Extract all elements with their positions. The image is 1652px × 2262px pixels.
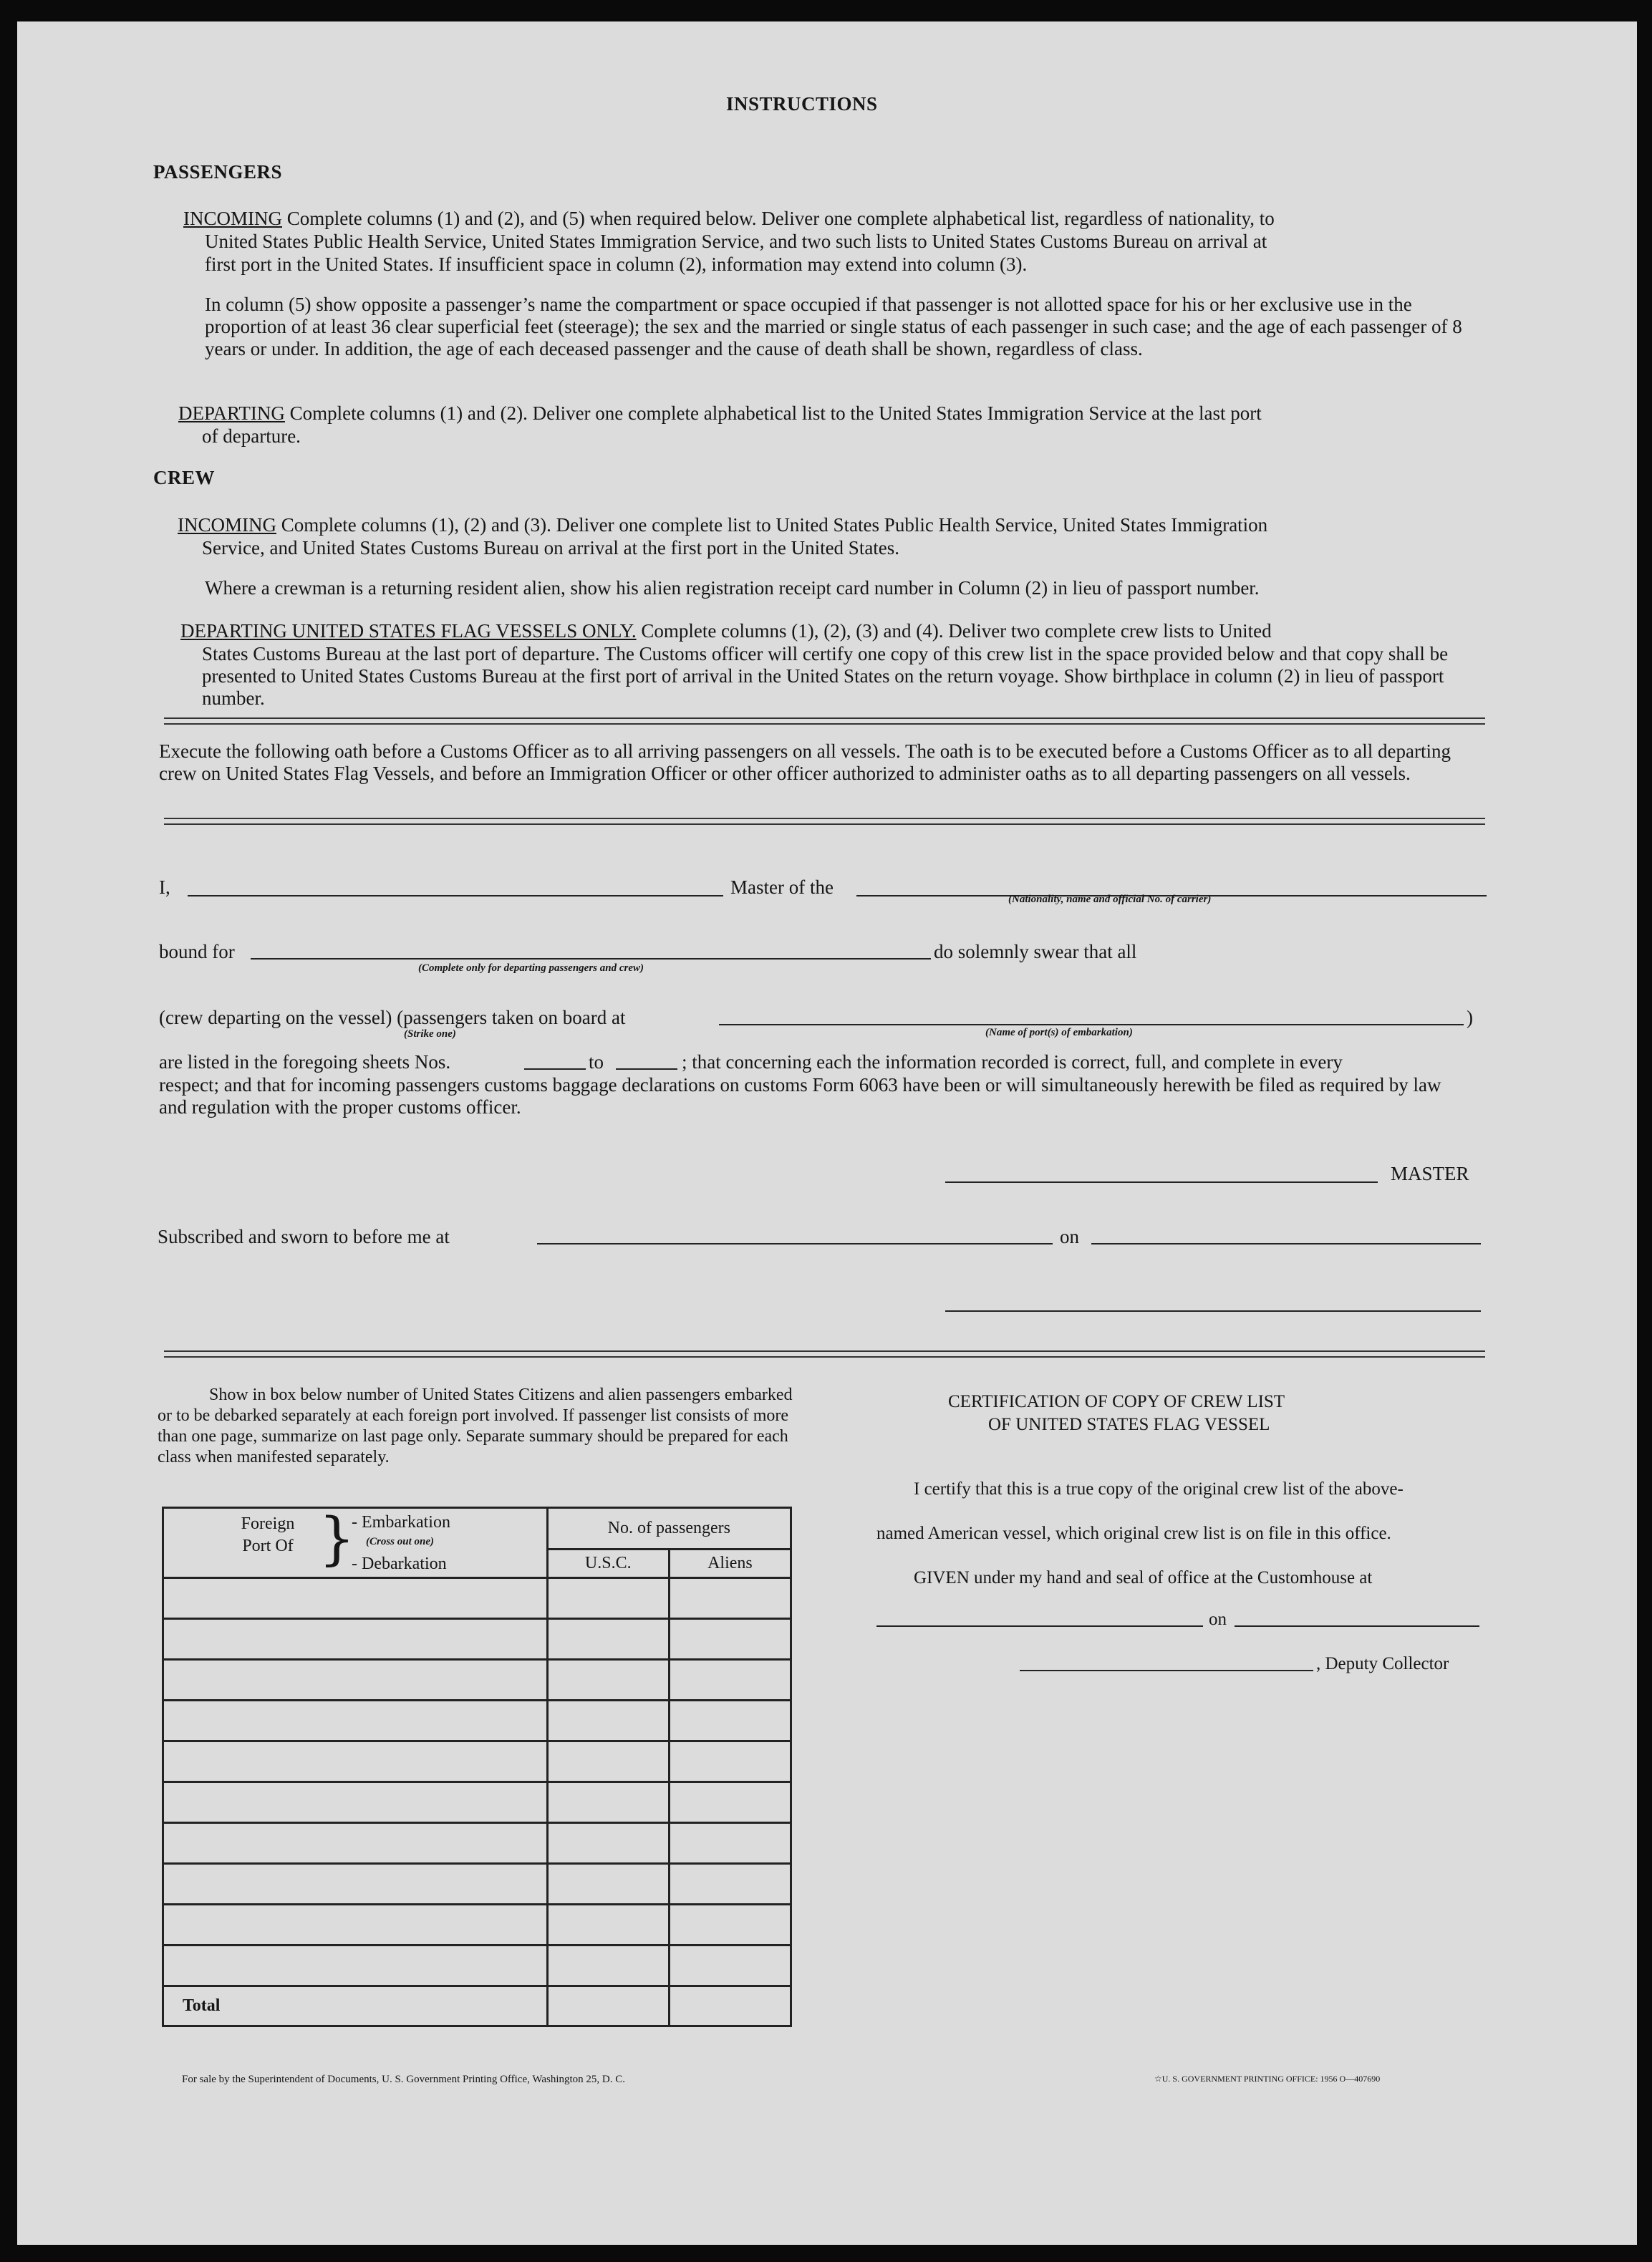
passengers-column5-text: In column (5) show opposite a passenger’s name the compartment or space occupied if that passenger is not allotted space for his or her exclusive use in the proportion of at least 36 clear superficial feet (steerage); the sex and the married or single status of each passenger in such case; and the age of each passenger of 8 years or under. In addition, the age of each deceased passenger and the cause of death shall be shown, regardless of class. [205,294,1462,359]
page-title: INSTRUCTIONS [726,93,878,115]
deputy-collector-signature-field[interactable] [1020,1670,1313,1671]
port-cell[interactable] [163,1741,548,1782]
passengers-incoming-line-3: first port in the United States. If insufficient space in column (2), information may extend into column (3). [205,253,1028,275]
crew-incoming-label: INCOMING [178,514,276,536]
aliens-header: Aliens [669,1550,791,1578]
usc-header: U.S.C. [547,1550,669,1578]
oath-intro: Execute the following oath before a Customs Officer as to all arriving passengers on all vessels. The oath is to be executed before a Customs Officer as to all departing crew on United States Flag Vessels, and before an Immigration Officer or other officer authorized to administer oaths as to all departing passengers on all vessels. [159,740,1451,784]
crew-departing-label: DEPARTING UNITED STATES FLAG VESSELS ONLY. [180,620,637,642]
usc-cell[interactable] [547,1864,669,1905]
port-caption: (Name of port(s) of embarkation) [985,1027,1133,1038]
bound-for-field[interactable] [251,958,931,960]
certification-date-field[interactable] [1235,1625,1479,1627]
master-name-field[interactable] [188,895,723,896]
aliens-cell[interactable] [669,1782,791,1823]
passengers-incoming-label: INCOMING [183,208,282,229]
sworn-place-field[interactable] [537,1243,1053,1244]
crew-resident-text: Where a crewman is a returning resident alien, show his alien registration receipt card number in Column (2) in lieu of passport number. [205,577,1260,599]
passengers-departing-line-2: of departure. [202,425,301,447]
strike-caption: (Strike one) [404,1028,456,1040]
listed-text-3: respect; and that for incoming passengers customs baggage declarations on customs Form 6063 have been or will simultaneously herewith be filed as required by law and regulation with the proper customs officer. [159,1074,1441,1118]
aliens-total-cell[interactable] [669,1986,791,2026]
cross-out-caption: (Cross out one) [366,1536,435,1547]
port-cell[interactable] [163,1619,548,1660]
passengers-incoming-line-1 [183,208,1487,230]
swear-text: do solemnly swear that all [934,941,1137,962]
crew-departing-text-1: Complete columns (1), (2), (3) and (4). Deliver two complete crew lists to United [641,620,1272,642]
aliens-cell[interactable] [669,1619,791,1660]
bound-caption: (Complete only for departing passengers and crew) [418,962,644,974]
total-label: Total [163,1986,548,2026]
port-cell[interactable] [163,1782,548,1823]
usc-cell[interactable] [547,1619,669,1660]
passengers-departing-text-1: Complete columns (1) and (2). Deliver one complete alphabetical list to the United States Immigration Service at the last port [289,402,1262,424]
passengers-departing-line-1 [178,402,1489,425]
aliens-cell[interactable] [669,1823,791,1864]
carrier-caption: (Nationality, name and official No. of carrier) [1008,894,1212,905]
certification-on: on [1209,1610,1227,1629]
usc-cell[interactable] [547,1823,669,1864]
aliens-cell[interactable] [669,1578,791,1619]
port-of-embarkation-field[interactable] [719,1024,1464,1025]
port-cell[interactable] [163,1578,548,1619]
sheet-to-field[interactable] [616,1068,677,1070]
listed-to: to [589,1051,604,1073]
customhouse-field[interactable] [876,1625,1203,1627]
usc-cell[interactable] [547,1782,669,1823]
usc-cell[interactable] [547,1946,669,1986]
aliens-cell[interactable] [669,1741,791,1782]
passengers-incoming-text-1: Complete columns (1) and (2), and (5) when required below. Deliver one complete alphabetical list, regardless of nationality, to [286,208,1275,229]
aliens-cell[interactable] [669,1946,791,1986]
master-of-label: Master of the [730,876,834,898]
footer-right: ☆U. S. GOVERNMENT PRINTING OFFICE: 1956 O—407690 [1154,2074,1381,2084]
usc-cell[interactable] [547,1741,669,1782]
port-cell[interactable] [163,1905,548,1946]
listed-text-1: are listed in the foregoing sheets Nos. [159,1051,451,1073]
crew-departing-line-1 [180,620,1491,642]
officer-signature-field[interactable] [945,1310,1481,1312]
aliens-cell[interactable] [669,1660,791,1701]
bound-for-label: bound for [159,941,235,962]
aliens-cell[interactable] [669,1864,791,1905]
port-cell[interactable] [163,1701,548,1741]
port-cell[interactable] [163,1864,548,1905]
usc-cell[interactable] [547,1905,669,1946]
usc-total-cell[interactable] [547,1986,669,2026]
certification-line-1: I certify that this is a true copy of the original crew list of the above- [914,1479,1404,1499]
passengers-heading: PASSENGERS [153,161,283,183]
divider [164,818,1485,825]
no-of-passengers-header: No. of passengers [547,1508,791,1550]
sworn-on-label: on [1060,1226,1079,1247]
crew-departing-text-2: States Customs Bureau at the last port of departure. The Customs officer will certify one copy of this crew list in the space provided below and that copy shall be presented to United States Customs Bureau at the first port of arrival in the United States on the return voyage. Show birthplace in column (2) in lieu of passport number. [202,643,1449,709]
usc-cell[interactable] [547,1701,669,1741]
crew-incoming-line-1 [178,514,1488,536]
passengers-incoming-line-2: United States Public Health Service, United States Immigration Service, and two such lists to United States Customs Bureau on arrival at [205,231,1267,252]
debarkation-label: - Debarkation [352,1555,447,1573]
aliens-cell[interactable] [669,1701,791,1741]
subscribed-label: Subscribed and sworn to before me at [158,1226,450,1247]
footer-left: For sale by the Superintendent of Documents, U. S. Government Printing Office, Washington 25, D. C. [182,2074,625,2085]
brace-icon: } [319,1505,355,1572]
deputy-collector-label: , Deputy Collector [1316,1654,1449,1673]
crew-incoming-text-1: Complete columns (1), (2) and (3). Deliver one complete list to United States Public Health Service, United States Immigration [281,514,1268,536]
oath-i-label: I, [159,876,170,898]
certification-line-2: named American vessel, which original crew list is on file in this office. [876,1524,1391,1543]
divider [164,1350,1485,1358]
summary-instructions: Show in box below number of United States Citizens and alien passengers embarked or to be debarked separately at each foreign port involved. If passenger list consists of more than one page, summarize on last page only. Separate summary should be prepared for each class when manifested separately. [158,1386,793,1466]
crew-passengers-text: (crew departing on the vessel) (passengers taken on board at [159,1007,626,1028]
form-page [17,21,1637,2245]
passengers-departing-label: DEPARTING [178,402,285,424]
divider [164,717,1485,725]
close-paren: ) [1467,1007,1473,1028]
master-signature-field[interactable] [945,1181,1378,1183]
aliens-cell[interactable] [669,1905,791,1946]
foreign-port-label: Foreign Port Of [241,1514,295,1555]
listed-text-2: ; that concerning each the information recorded is correct, full, and complete in every [682,1051,1343,1073]
usc-cell[interactable] [547,1660,669,1701]
port-cell[interactable] [163,1946,548,1986]
crew-heading: CREW [153,467,216,488]
sworn-date-field[interactable] [1091,1243,1481,1244]
sheet-from-field[interactable] [524,1068,586,1070]
port-cell[interactable] [163,1660,548,1701]
foreign-port-header [163,1505,548,1578]
usc-cell[interactable] [547,1578,669,1619]
certification-title-2: OF UNITED STATES FLAG VESSEL [988,1415,1270,1434]
embarkation-label: - Embarkation [352,1513,450,1532]
port-cell[interactable] [163,1823,548,1864]
master-label: MASTER [1391,1163,1469,1184]
passenger-summary-table [162,1507,792,2027]
certification-line-3: GIVEN under my hand and seal of office at the Customhouse at [914,1568,1373,1587]
certification-title-1: CERTIFICATION OF COPY OF CREW LIST [948,1392,1285,1411]
crew-incoming-line-2: Service, and United States Customs Bureau on arrival at the first port in the United States. [202,537,900,559]
